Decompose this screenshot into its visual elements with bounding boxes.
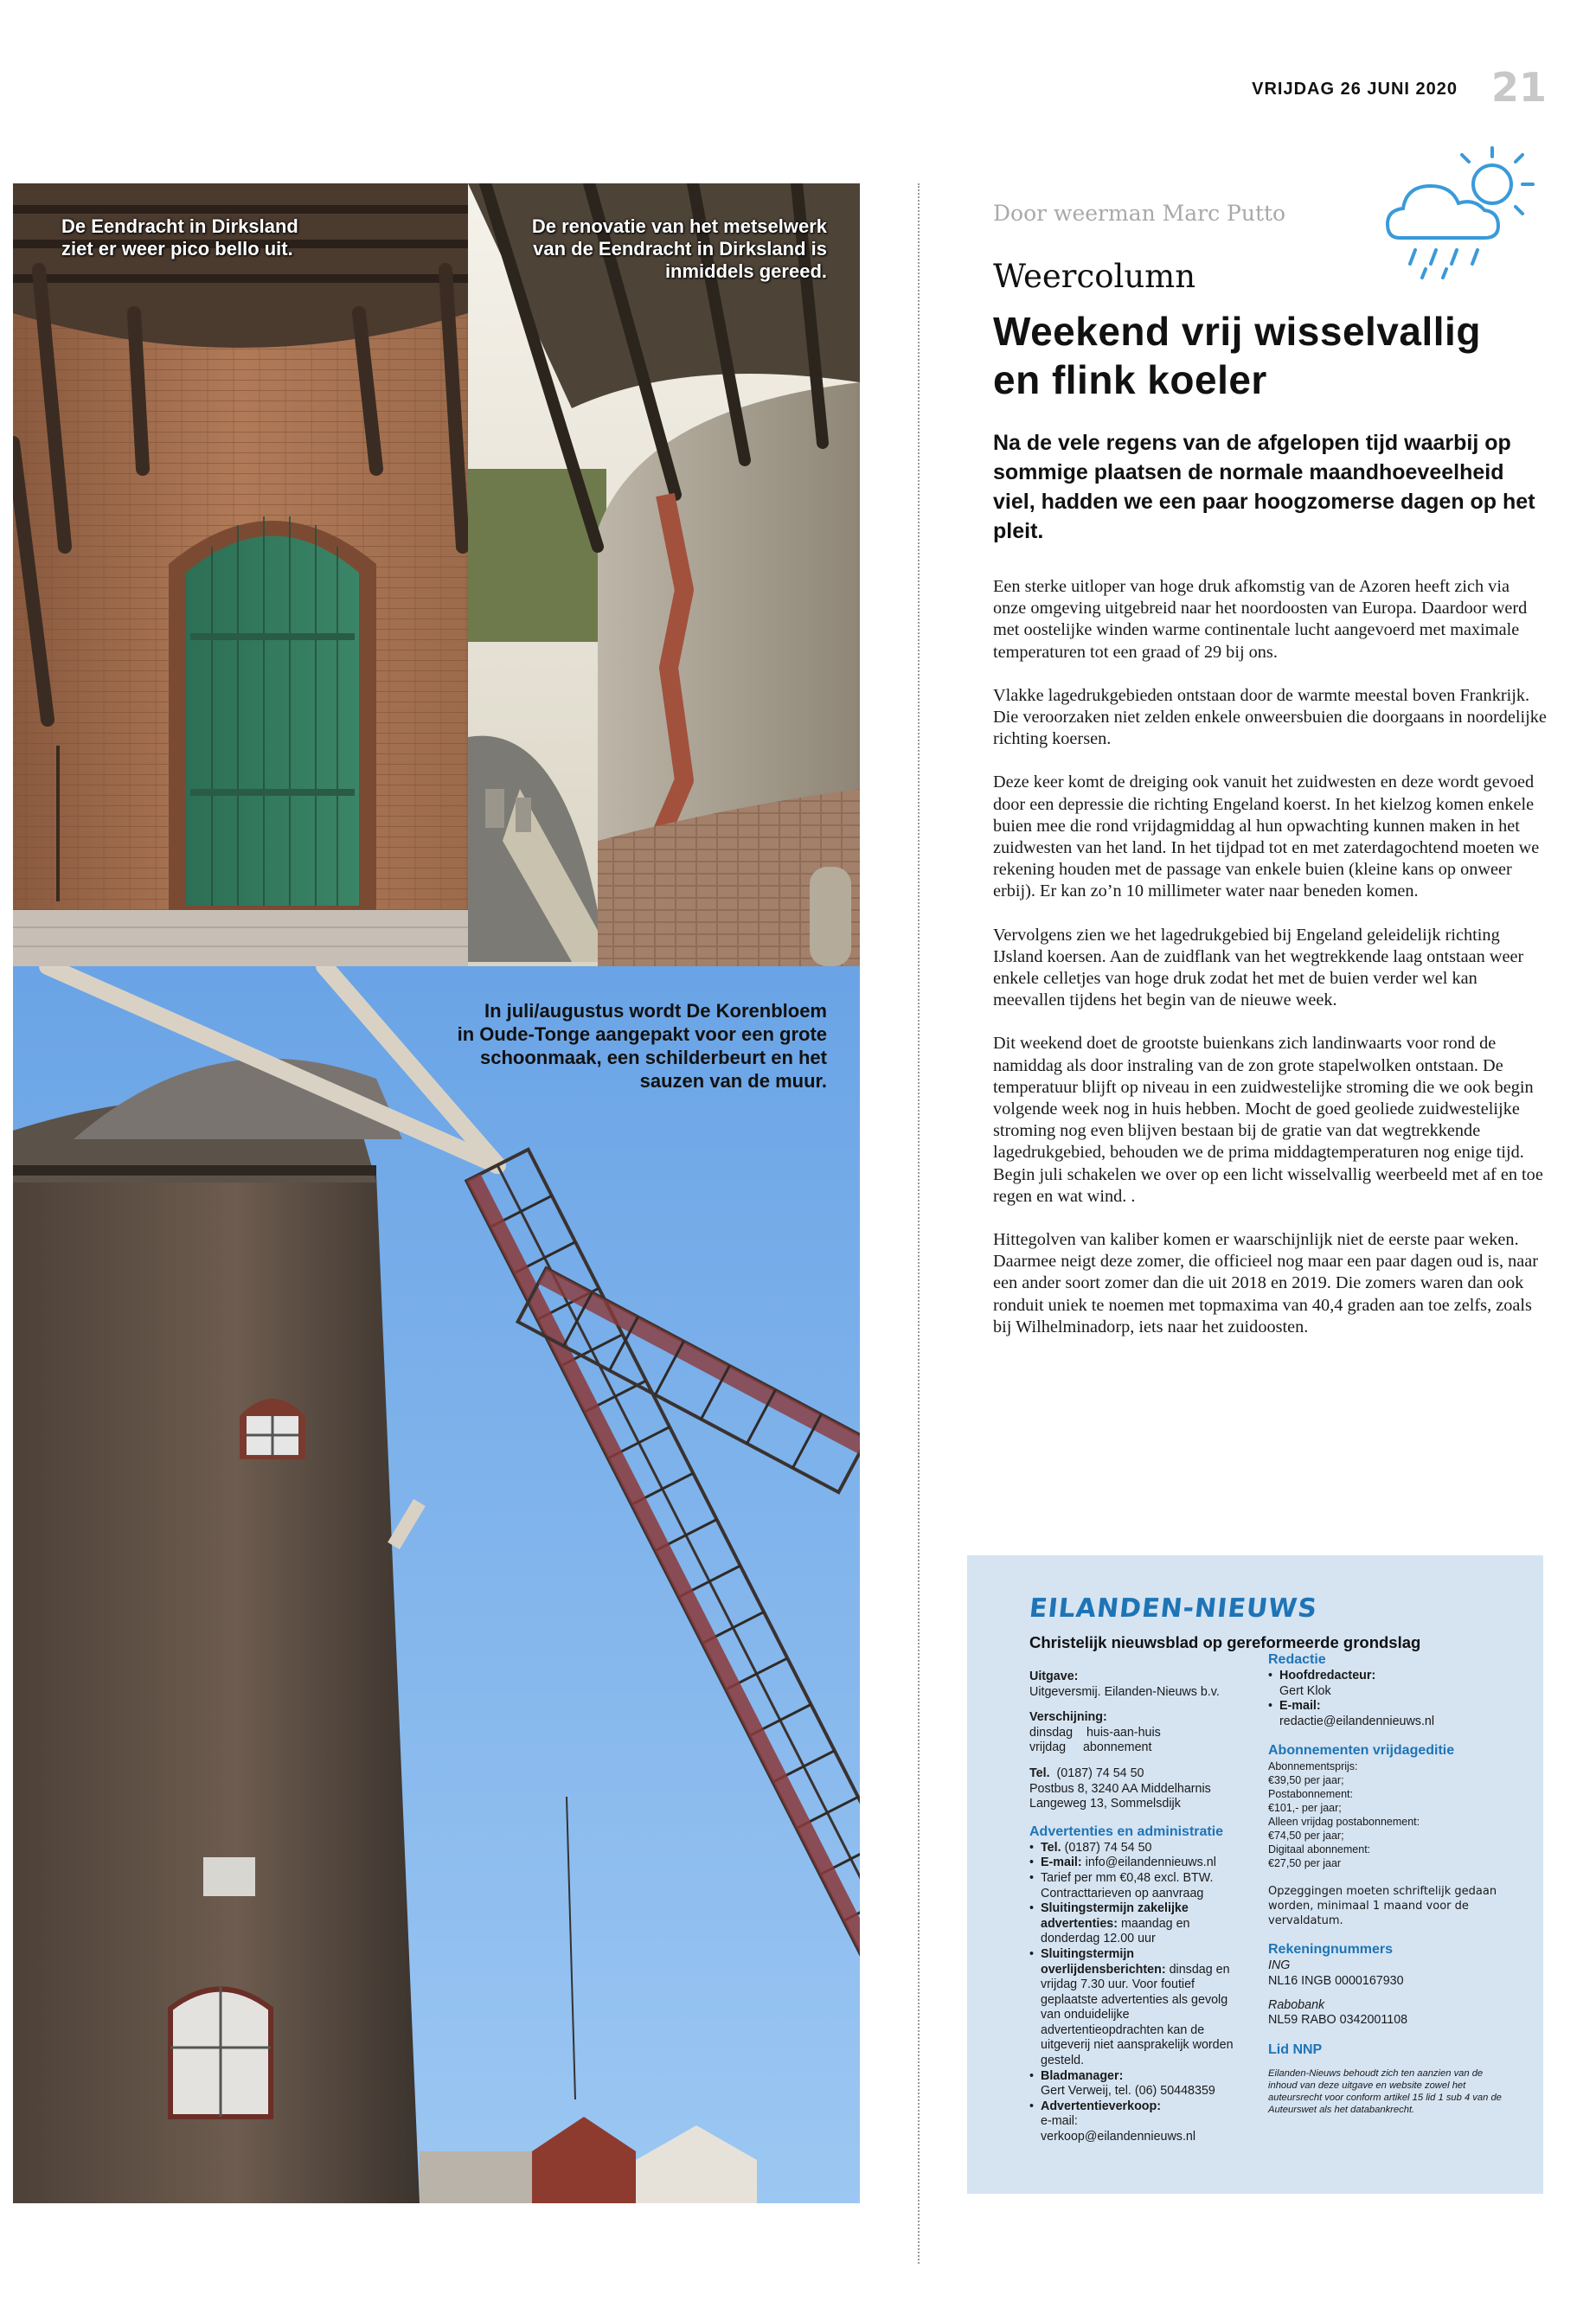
bladmanager: • Bladmanager: Gert Verweij, tel. (06) 50448359 xyxy=(1029,2069,1241,2099)
adv-email[interactable]: • E-mail: info@eilandennieuws.nl xyxy=(1029,1856,1241,1871)
caption-eendracht-door xyxy=(61,215,298,260)
caption-line: De Eendracht in Dirksland xyxy=(61,215,298,237)
adv-tel: • Tel. (0187) 74 54 50 xyxy=(1029,1841,1241,1856)
column-divider xyxy=(918,183,920,2264)
redactie-heading: Redactie xyxy=(1268,1652,1326,1667)
caption-line: sauzen van de muur. xyxy=(639,1070,827,1092)
abon-line: Postabonnement: xyxy=(1268,1788,1353,1801)
eilanden-nieuws-logo: EILANDEN-NIEUWS xyxy=(1028,1593,1319,1624)
advertenties-heading: Advertenties en administratie xyxy=(1029,1823,1224,1839)
adv-sluit-zakelijk: • Sluitingstermijn zakelijke advertenties: maandag en donderdag 12.00 uur xyxy=(1029,1901,1241,1947)
tel-label: Tel. xyxy=(1029,1766,1050,1780)
uitgave-value: Uitgeversmij. Eilanden-Nieuws b.v. xyxy=(1029,1684,1220,1699)
copyright-disclaimer: Eilanden-Nieuws behoudt zich ten aanzien van de inhoud van deze uitgave en website zowel het auteursrecht voor conform artikel 15 lid 1 sub 4 van de Auteurswet als het databankrecht. xyxy=(1268,2067,1502,2116)
lid-nnp-heading: Lid NNP xyxy=(1268,2041,1323,2057)
photo-eendracht-brickwork xyxy=(468,183,860,966)
caption-korenbloem xyxy=(458,999,827,1093)
page-number: 21 xyxy=(1491,64,1548,111)
photo-eendracht-brickwork-image xyxy=(468,183,860,966)
photo-korenbloem-image xyxy=(13,966,860,2203)
caption-line: ziet er weer pico bello uit. xyxy=(61,238,293,260)
abon-line: Digitaal abonnement: xyxy=(1268,1843,1371,1856)
abon-line: €27,50 per jaar xyxy=(1268,1857,1342,1870)
article-paragraph: Hittegolven van kaliber komen er waarschijnlijk niet de eerste paar weken. Daarmee neigt deze zomer, die officieel nog maar een paar dagen oud is, naar een ander soort zomer dan die uit 2018 en 2019. Die zomers waren dan ook ronduit uniek te noemen met topmaxima van 40,4 graden aan toe zelfs, zoals bij Wilhelminadorp, iets naar het zuidoosten. xyxy=(993,1230,1539,1336)
advertentieverkoop[interactable]: • Advertentieverkoop: e-mail: verkoop@eilandennieuws.nl xyxy=(1029,2099,1241,2145)
photo-eendracht-door-image xyxy=(13,183,468,966)
photo-korenbloem-windmill xyxy=(13,966,860,2203)
bank-account: NL16 INGB 0000167930 xyxy=(1268,1973,1404,1988)
abonnementen-heading: Abonnementen vrijdageditie xyxy=(1268,1743,1455,1759)
colophon-left-column xyxy=(1029,1670,1241,2145)
address-line: Postbus 8, 3240 AA Middelharnis xyxy=(1029,1781,1211,1796)
tel-value: (0187) 74 54 50 xyxy=(1056,1766,1144,1780)
abon-line: €101,- per jaar; xyxy=(1268,1802,1342,1815)
article-paragraph: Deze keer komt de dreiging ook vanuit het zuidwesten en deze wordt gevoed door een depressie die richting Engeland koerst. In het kielzog komen enkele buien mee die rond vrijdagmiddag al hun opwachting kunnen maken in het zuidwesten van het land. In het tijdpad tot en met zaterdagochtend moeten we rekening houden met de passage van enkele buien (kleine kans op onweer erbij). Er kan zo’n 10 millimeter water naar beneden komen. xyxy=(993,772,1540,901)
bank-name: ING xyxy=(1268,1958,1291,1973)
caption-line: inmiddels gereed. xyxy=(664,260,827,282)
colophon-tagline: Christelijk nieuwsblad op gereformeerde grondslag xyxy=(1029,1633,1421,1651)
article-byline: Door weerman Marc Putto xyxy=(993,201,1286,226)
opzegging-note: Opzeggingen moeten schriftelijk gedaan worden, minimaal 1 maand voor de vervaldatum. xyxy=(1268,1885,1497,1928)
rekeningnummers-heading: Rekeningnummers xyxy=(1268,1942,1394,1958)
caption-line: In juli/augustus wordt De Korenbloem xyxy=(484,1000,827,1022)
abon-line: €74,50 per jaar; xyxy=(1268,1830,1344,1843)
adv-tarief: • Tarief per mm €0,48 excl. BTW. Contracttarieven op aanvraag xyxy=(1029,1871,1241,1901)
cloud-sun-rain-icon xyxy=(1384,143,1542,281)
verschijning-line: vrijdag abonnement xyxy=(1029,1740,1152,1755)
article-paragraph: Vlakke lagedrukgebieden ontstaan door de warmte meestal boven Frankrijk. Die veroorzaken niet zelden enkele onweersbuien die doorgaans in noordelijke richting koersen. xyxy=(993,685,1547,749)
verschijning-line: dinsdag huis-aan-huis xyxy=(1029,1725,1161,1740)
bank-name: Rabobank xyxy=(1268,1997,1325,2012)
article-paragraph: Dit weekend doet de grootste buienkans zich landinwaarts voor rond de namiddag als door instraling van de zon grote stapelwolken ontstaan. De temperatuur blijft op niveau in een zuidwestelijke stroming die we ook begin volgende week nog in huis hebben. Mocht de goed geoliede zuidwestelijke stroming nog even blijven bestaan bij de gratie van dat wegtrekkende lagedrukgebied, behouden we de prima middagtemperaturen nog enige tijd. Begin juli schakelen we over op een licht wisselvallig weerbeeld met af en toe regen en wat wind. . xyxy=(993,1034,1543,1206)
article-body xyxy=(993,576,1547,1360)
verschijning-label: Verschijning: xyxy=(1029,1710,1107,1725)
article-paragraph: Vervolgens zien we het lagedrukgebied bij Engeland geleidelijk richting IJsland koersen. Aan de zuidflank van het wegtrekkende laag ontstaan weer enkele celletjes van hoge druk zodat het met de buien verder wel kan meevallen tijdens het begin van de nieuwe week. xyxy=(993,925,1524,1010)
uitgave-label: Uitgave: xyxy=(1029,1670,1079,1683)
caption-line: De renovatie van het metselwerk xyxy=(531,215,827,237)
caption-line: in Oude-Tonge aangepakt voor een grote xyxy=(457,1023,827,1045)
photo-eendracht-door xyxy=(13,183,468,966)
caption-line: schoonmaak, een schilderbeurt en het xyxy=(479,1047,827,1068)
article-paragraph: Een sterke uitloper van hoge druk afkomstig van de Azoren heeft zich via onze omgeving uitgebreid naar het noordoosten van Europa. Daardoor werd met oostelijke winden warme continentale lucht aangevoerd met maximale temperaturen tot een graad of 29 bij ons. xyxy=(993,577,1528,662)
abon-line: €39,50 per jaar; xyxy=(1268,1774,1344,1787)
redactie-email[interactable]: • E-mail: redactie@eilandennieuws.nl xyxy=(1268,1699,1502,1729)
headline-line: Weekend vrij wisselvallig xyxy=(993,309,1481,354)
colophon-right-column xyxy=(1268,1650,1502,2117)
headline-line: en flink koeler xyxy=(993,357,1267,402)
page-date: VRIJDAG 26 JUNI 2020 xyxy=(1252,80,1458,99)
article-headline xyxy=(993,307,1547,404)
abon-line: Abonnementsprijs: xyxy=(1268,1760,1358,1773)
abon-line: Alleen vrijdag postabonnement: xyxy=(1268,1816,1420,1829)
bank-account: NL59 RABO 0342001108 xyxy=(1268,2013,1408,2028)
address-line: Langeweg 13, Sommelsdijk xyxy=(1029,1797,1181,1811)
caption-eendracht-brickwork xyxy=(532,215,827,283)
hoofdredacteur: • Hoofdredacteur: Gert Klok xyxy=(1268,1669,1502,1699)
caption-line: van de Eendracht in Dirksland is xyxy=(533,238,827,260)
article-lead: Na de vele regens van de afgelopen tijd waarbij op sommige plaatsen de normale maandhoeveelheid viel, hadden we een paar hoogzomerse dagen op het pleit. xyxy=(993,431,1535,543)
adv-sluit-overlijden: • Sluitingstermijn overlijdensberichten: dinsdag en vrijdag 7.30 uur. Voor foutief geplaatste advertenties als gevolg van onduidelijke advertentieopdrachten kan de uitgeverij niet aansprakelijk worden gesteld. xyxy=(1029,1947,1241,2069)
article-kicker: Weercolumn xyxy=(993,258,1196,295)
